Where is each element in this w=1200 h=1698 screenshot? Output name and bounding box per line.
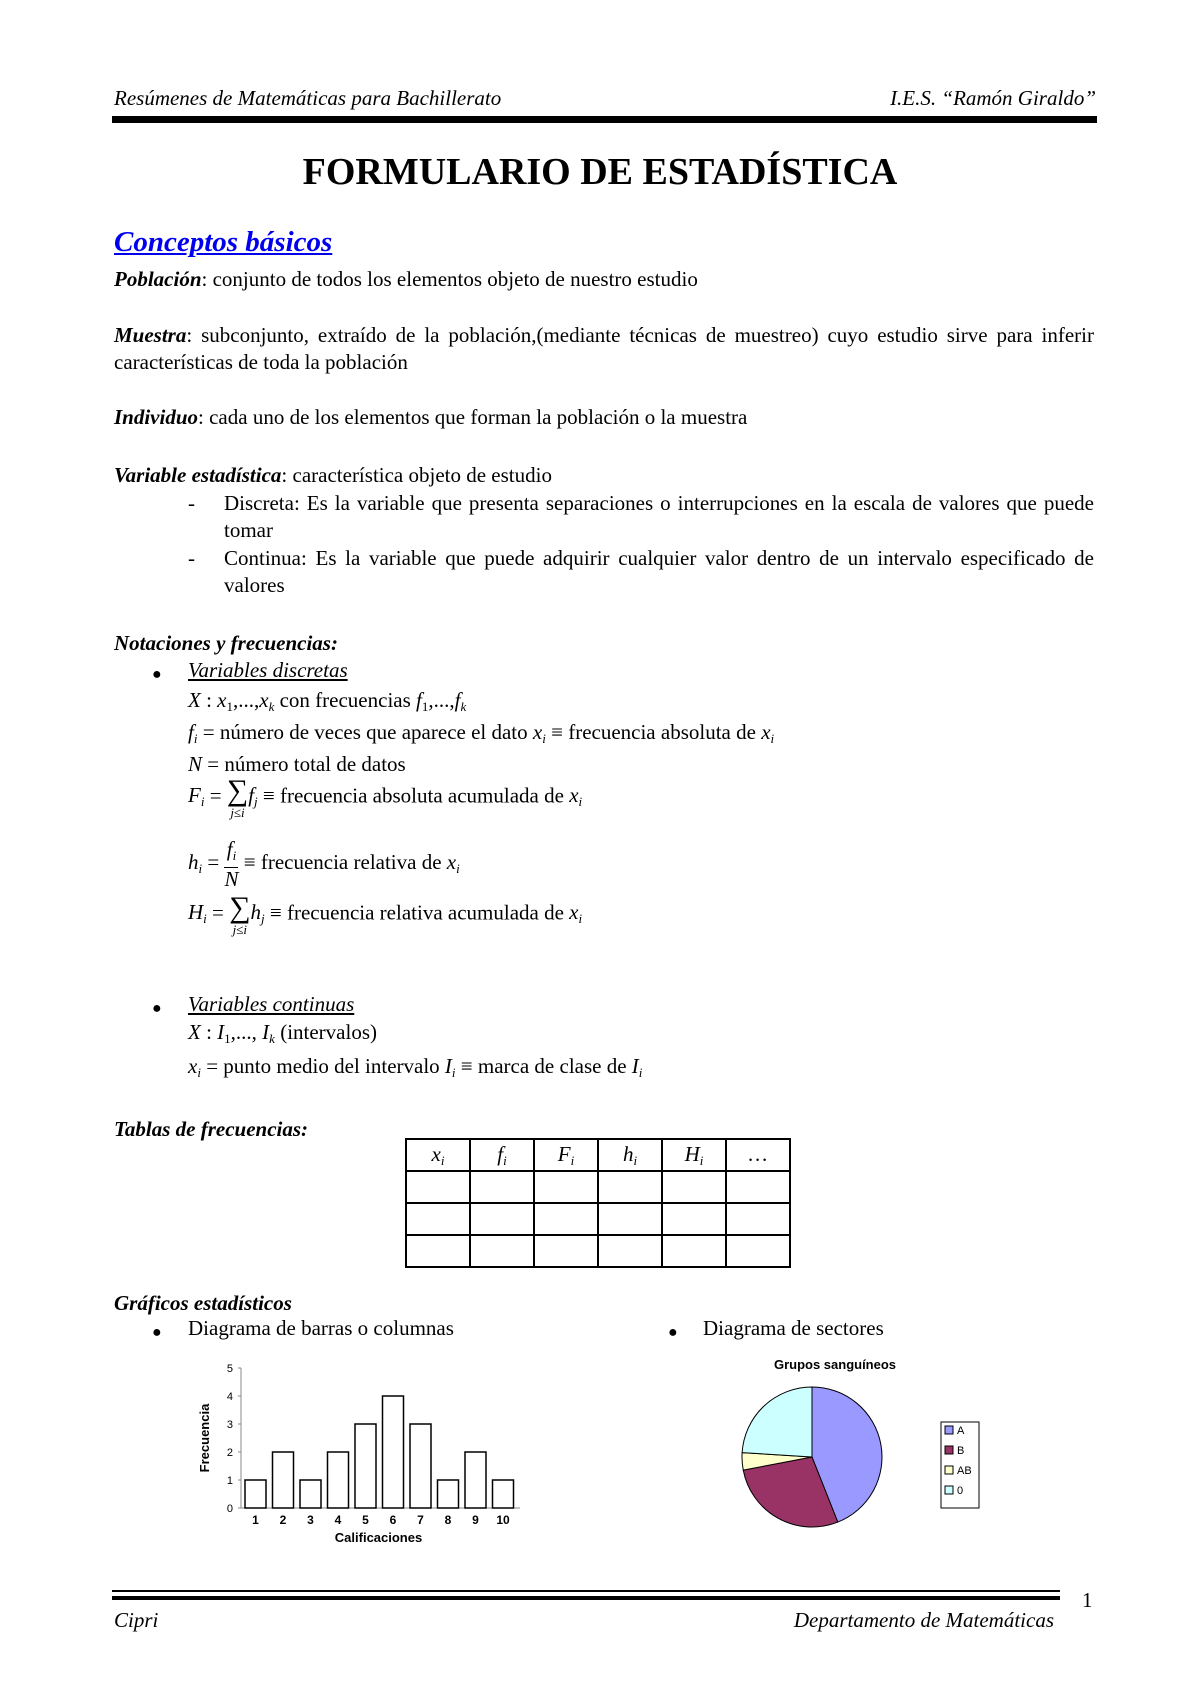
formula-Hi: $H_i$ = ∑ j≤i $h_j$ ≡ frecuencia relativa acumulada de $x_i$ — [188, 891, 583, 937]
pie-chart-label: Diagrama de sectores — [703, 1316, 884, 1340]
x-tick-label: 5 — [362, 1513, 369, 1527]
discretas-label: Variables discretas — [188, 658, 348, 682]
def-variable: Variable estadística: característica objeto de estudio — [114, 463, 552, 487]
x-tick-label: 9 — [472, 1513, 479, 1527]
footer-rule — [112, 1590, 1060, 1592]
variable-discreta: Discreta: Es la variable que presenta separaciones o interrupciones en la escala de valores que puede tomar — [224, 491, 1094, 542]
pie-title: Grupos sanguíneos — [773, 1357, 897, 1372]
dash: - — [188, 546, 195, 570]
page-title: FORMULARIO DE ESTADÍSTICA — [302, 151, 898, 193]
formula-hi: $h_i$ = $\frac{f_i}{N}$ ≡ frecuencia relativa de $x_i$ — [188, 837, 460, 891]
y-axis-title: Frecuencia — [197, 1403, 212, 1473]
notaciones-heading: Notaciones y frecuencias: — [114, 631, 338, 655]
bar — [493, 1480, 514, 1508]
y-tick-label: 0 — [226, 1503, 233, 1515]
bar — [383, 1396, 404, 1508]
pie-slice — [742, 1387, 812, 1457]
pie-chart — [730, 1352, 1000, 1552]
x-tick-label: 7 — [417, 1513, 424, 1527]
bar — [328, 1452, 349, 1508]
bar — [245, 1480, 266, 1508]
table-header-cell: $f_i$ — [470, 1139, 534, 1171]
def-individuo: Individuo: cada uno de los elementos que forman la población o la muestra — [114, 405, 748, 429]
table-row — [406, 1235, 790, 1267]
x-tick-label: 1 — [252, 1513, 259, 1527]
bullet-icon: ● — [152, 1000, 162, 1017]
legend-label: B — [957, 1445, 965, 1457]
y-tick-label: 2 — [226, 1447, 233, 1459]
frequency-table — [405, 1138, 791, 1268]
dash: - — [188, 491, 195, 515]
table-header-cell: $h_i$ — [598, 1139, 662, 1171]
y-tick-label: 3 — [226, 1419, 233, 1431]
y-tick-label: 5 — [226, 1363, 233, 1375]
legend-swatch — [945, 1426, 953, 1434]
legend-label: 0 — [957, 1485, 964, 1497]
bar — [300, 1480, 321, 1508]
formula-X-discreta: X : $x_1,...,x_k$ con frecuencias $f_1,...,f_k$ — [188, 688, 467, 714]
def-poblacion: Población: conjunto de todos los elementos objeto de nuestro estudio — [114, 267, 698, 291]
x-tick-label: 3 — [307, 1513, 314, 1527]
bullet-icon: ● — [152, 1324, 162, 1341]
bullet-icon: ● — [668, 1324, 678, 1341]
legend-label: A — [957, 1425, 965, 1437]
table-header-cell: $F_i$ — [534, 1139, 598, 1171]
x-tick-label: 10 — [496, 1513, 510, 1527]
header-left: Resúmenes de Matemáticas para Bachillerato — [114, 86, 502, 110]
formula-xi: $x_i$ = punto medio del intervalo $I_i$ ≡ marca de clase de $I_i$ — [188, 1054, 643, 1080]
table-header-row — [406, 1139, 790, 1171]
graficos-heading: Gráficos estadísticos — [114, 1291, 292, 1315]
footer-rule — [112, 1596, 1060, 1600]
header-right: I.E.S. “Ramón Giraldo” — [890, 86, 1096, 110]
y-tick-label: 1 — [226, 1475, 233, 1487]
legend-swatch — [945, 1486, 953, 1494]
x-tick-label: 8 — [444, 1513, 452, 1527]
table-row — [406, 1203, 790, 1235]
formula-N: N = número total de datos — [188, 752, 406, 776]
table-row — [406, 1171, 790, 1203]
def-muestra: Muestra: subconjunto, extraído de la población,(mediante técnicas de muestreo) cuyo estudio sirve para inferir características de toda la población — [114, 323, 1094, 374]
header-rule — [112, 116, 1097, 123]
footer-right: Departamento de Matemáticas — [793, 1608, 1054, 1632]
legend-swatch — [945, 1446, 953, 1454]
table-header-cell: $H_i$ — [662, 1139, 726, 1171]
legend-label: AB — [957, 1465, 972, 1477]
formula-Fi: $F_i$ = ∑ j≤i $f_j$ ≡ frecuencia absoluta acumulada de $x_i$ — [188, 774, 583, 820]
bar — [465, 1452, 486, 1508]
x-tick-label: 4 — [334, 1513, 342, 1527]
bar — [438, 1480, 459, 1508]
bar — [355, 1424, 376, 1508]
y-tick-label: 4 — [226, 1391, 233, 1403]
bar — [410, 1424, 431, 1508]
x-axis-title: Calificaciones — [334, 1530, 423, 1545]
bar — [273, 1452, 294, 1508]
x-tick-label: 2 — [279, 1513, 287, 1527]
bar-chart — [195, 1352, 525, 1552]
bullet-icon: ● — [152, 666, 162, 683]
variable-continua: Continua: Es la variable que puede adquirir cualquier valor dentro de un intervalo especificado de valores — [224, 546, 1094, 597]
legend-swatch — [945, 1466, 953, 1474]
continuas-label: Variables continuas — [188, 992, 355, 1016]
footer-left: Cipri — [114, 1608, 159, 1632]
x-tick-label: 6 — [389, 1513, 397, 1527]
section-title: Conceptos básicos — [114, 226, 333, 258]
formula-X-continua: X : $I_1$,..., $I_k$ (intervalos) — [188, 1020, 377, 1046]
tablas-heading: Tablas de frecuencias: — [114, 1117, 309, 1141]
formula-fi: $f_i$ = número de veces que aparece el dato $x_i$ ≡ frecuencia absoluta de $x_i$ — [188, 720, 775, 746]
table-header-cell: … — [726, 1139, 790, 1171]
table-header-cell: $x_i$ — [406, 1139, 470, 1171]
page-number: 1 — [1082, 1588, 1093, 1612]
bar-chart-label: Diagrama de barras o columnas — [188, 1316, 454, 1340]
